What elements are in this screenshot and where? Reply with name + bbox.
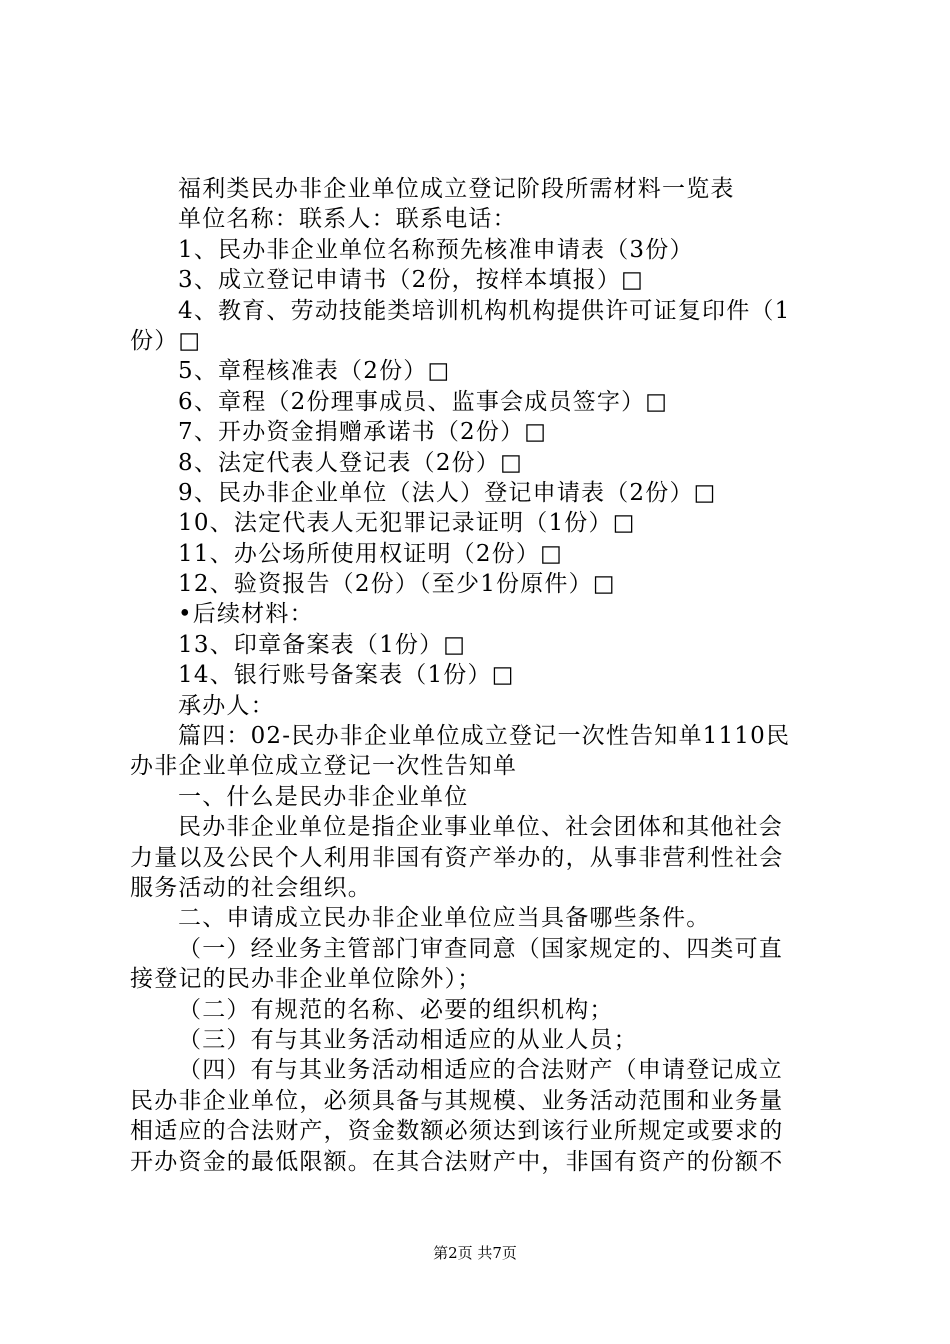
text-line: 单位名称：联系人：联系电话：	[178, 206, 517, 233]
text-line: 相适应的合法财产，资金数额必须达到该行业所规定或要求的	[130, 1118, 784, 1145]
text-line: 篇四：02-民办非企业单位成立登记一次性告知单1110民	[178, 723, 791, 750]
text-line: 11、办公场所使用权证明（2份）□	[178, 540, 564, 567]
text-line: •后续材料：	[178, 601, 314, 628]
text-line: （二）有规范的名称、必要的组织机构；	[178, 996, 614, 1023]
text-line: （四）有与其业务活动相适应的合法财产（申请登记成立	[178, 1057, 783, 1084]
document-body	[130, 174, 830, 1177]
text-line: 1、民办非企业单位名称预先核准申请表（3份）	[178, 236, 694, 263]
text-line: 5、章程核准表（2份）□	[178, 358, 451, 385]
page-footer: 第2页 共7页	[433, 1244, 517, 1262]
text-line: 9、民办非企业单位（法人）登记申请表（2份）□	[178, 479, 717, 506]
text-line: 力量以及公民个人利用非国有资产举办的，从事非营利性社会	[130, 844, 784, 871]
text-line: 承办人：	[178, 692, 275, 719]
text-line: 3、成立登记申请书（2份，按样本填报）□	[178, 267, 644, 294]
text-line: （三）有与其业务活动相适应的从业人员；	[178, 1026, 638, 1053]
text-line: 13、印章备案表（1份）□	[178, 631, 467, 658]
text-line: 民办非企业单位是指企业事业单位、社会团体和其他社会	[178, 814, 783, 841]
text-line: 开办资金的最低限额。在其合法财产中，非国有资产的份额不	[130, 1148, 784, 1175]
text-line: 14、银行账号备案表（1份）□	[178, 662, 515, 689]
text-line: 服务活动的社会组织。	[130, 874, 372, 901]
text-line: 民办非企业单位，必须具备与其规模、业务活动范围和业务量	[130, 1087, 784, 1114]
text-line: 4、教育、劳动技能类培训机构机构提供许可证复印件（1	[178, 297, 791, 324]
text-line: 福利类民办非企业单位成立登记阶段所需材料一览表	[178, 176, 735, 202]
text-line: 办非企业单位成立登记一次性告知单	[130, 753, 518, 780]
text-line: 份）□	[130, 327, 202, 354]
text-line: 12、验资报告（2份）（至少1份原件）□	[178, 571, 616, 598]
text-line: （一）经业务主管部门审查同意（国家规定的、四类可直	[178, 935, 783, 962]
text-line: 一、什么是民办非企业单位	[178, 783, 469, 810]
text-line: 二、申请成立民办非企业单位应当具备哪些条件。	[178, 905, 711, 932]
text-line: 6、章程（2份理事成员、监事会成员签字）□	[178, 388, 669, 415]
text-line: 7、开办资金捐赠承诺书（2份）□	[178, 419, 548, 446]
text-line: 8、法定代表人登记表（2份）□	[178, 449, 523, 476]
text-line: 10、法定代表人无犯罪记录证明（1份）□	[178, 510, 636, 537]
text-line: 接登记的民办非企业单位除外）；	[130, 966, 482, 993]
